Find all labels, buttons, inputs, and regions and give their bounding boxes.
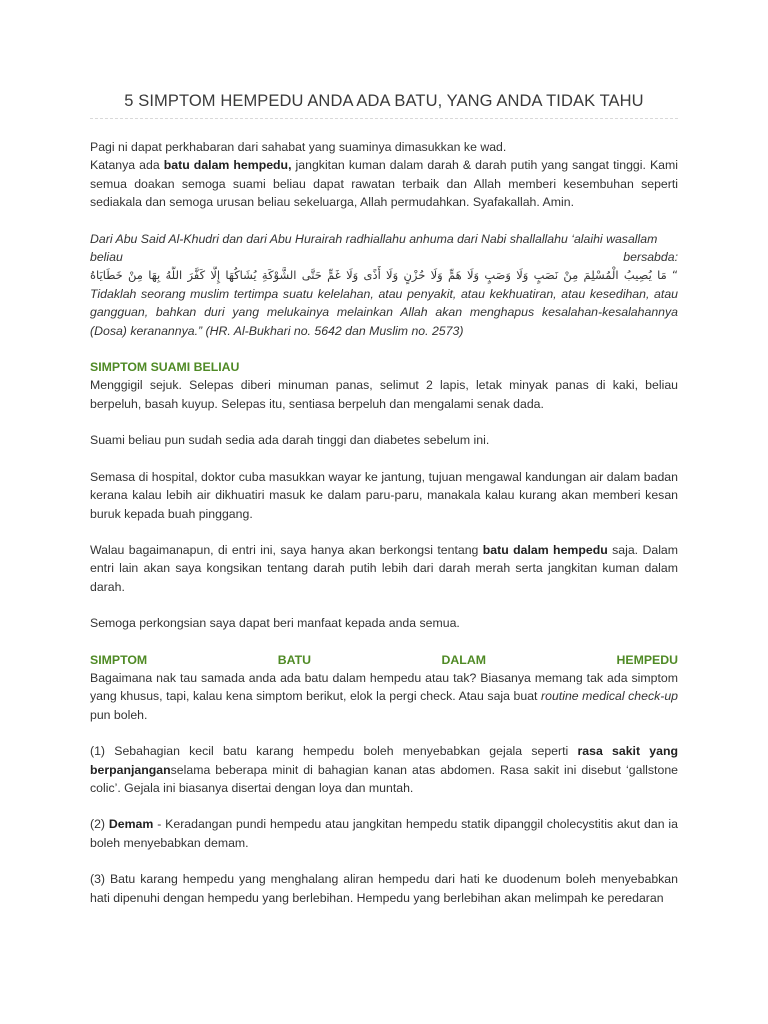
page-title: 5 SIMPTOM HEMPEDU ANDA ADA BATU, YANG ANDA TIDAK TAHU xyxy=(124,92,644,110)
item2-bold-text: Demam xyxy=(108,817,154,832)
item1-bold-text: rasa sakit yang berpanjangan xyxy=(90,744,678,777)
article-body xyxy=(90,138,678,907)
hospital-paragraph: Semasa di hospital, doktor cuba masukkan wayar ke jantung, tujuan mengawal kandungan air dalam badan kerana kalau lebih air dikhuatiri masuk ke dalam paru-paru, manakala kalau kurang akan memberi kesan buruk kepada buah pinggang. xyxy=(90,469,678,521)
intro-line: Pagi ni dapat perkhabaran dari sahabat yang suaminya dimasukkan ke wad. xyxy=(90,140,507,154)
hadith-beliau: beliau xyxy=(90,250,123,265)
symptom-item-3: (3) Batu karang hempedu yang menghalang aliran hempedu dari hati ke duodenum boleh menyebabkan hati dipenuhi dengan hempedu yang berlebihan. Hempedu yang berlebihan akan melimpah ke peredaran xyxy=(90,872,678,905)
item1-text-end: selama beberapa minit di bahagian kanan atas abdomen. Rasa sakit ini disebut ‘gallstone colic’. Gejala ini biasanya disertai dengan loya dan muntah. xyxy=(90,762,678,795)
symptoms-paragraph: Menggigil sejuk. Selepas diberi minuman panas, selimut 2 lapis, letak minyak panas di kaki, beliau berpeluh, basah kuyup. Selepas itu, sentiasa berpeluh dan mengalami senak dada. xyxy=(90,378,678,411)
item2-text-end: - Keradangan pundi hempedu atau jangkitan hempedu statik dipanggil cholecystitis akut dan ia boleh menyebabkan demam. xyxy=(90,817,678,850)
item1-text-start: (1) Sebahagian kecil batu karang hempedu boleh menyebabkan gejala seperti xyxy=(90,744,578,759)
hadith-speaker-line xyxy=(90,248,678,266)
item2-number: (2) xyxy=(90,817,109,832)
hadith-translation: Tidaklah seorang muslim tertimpa suatu kelelahan, atau penyakit, atau kekhuatiran, atau kesedihan, atau gangguan, bahkan duri yang melukainya melainkan Allah akan menghapus kesalahan-kesalahannya (Dosa) keranannya.” (HR. Al-Bukhari no. 5642 dan Muslim no. 2573) xyxy=(90,286,678,338)
symptom-item-1 xyxy=(90,742,678,797)
hadith-intro: Dari Abu Said Al-Khudri dan dari Abu Hurairah radhiallahu anhuma dari Nabi shallallahu ‘alaihi wasallam xyxy=(90,231,658,246)
history-paragraph: Suami beliau pun sudah sedia ada darah tinggi dan diabetes sebelum ini. xyxy=(90,433,490,448)
hadith-bersabda: bersabda: xyxy=(623,250,678,265)
scope-paragraph xyxy=(90,541,678,596)
gallstone-intro-end: pun boleh. xyxy=(90,707,148,722)
hadith-arabic-text: “ مَا يُصِيبُ الْمُسْلِمَ مِنْ نَصَبٍ وَلَا وَصَبٍ وَلَا هَمٍّ وَلَا حُزْنٍ وَلَا أَذًى وَلَا غَمٍّ حَتَّى الشَّوْكَةِ يُشَاكُهَا إِلَّا كَفَّرَ اللَّهُ بِهَا مِنْ خَطَايَاهُ xyxy=(90,268,678,283)
heading-word: DALAM xyxy=(441,652,486,667)
intro-text-start: Katanya ada xyxy=(90,158,164,173)
intro-text-end: jangkitan kuman dalam darah & darah putih yang sangat tinggi. Kami semua doakan semoga suami beliau dapat rawatan terbaik dan Allah memberi kesembuhan seperti sediakala dan semoga urusan beliau sekeluarga, Allah permudahkan. Syafakallah. Amin. xyxy=(90,158,679,210)
symptom-item-2 xyxy=(90,815,678,852)
title-divider xyxy=(90,118,678,119)
section-heading-husband-symptoms: SIMPTOM SUAMI BELIAU xyxy=(90,360,240,375)
closing-paragraph: Semoga perkongsian saya dapat beri manfaat kepada anda semua. xyxy=(90,616,460,631)
heading-word: BATU xyxy=(277,652,311,667)
gallstone-intro-paragraph xyxy=(90,669,678,724)
heading-word: SIMPTOM xyxy=(90,652,148,667)
gallstone-intro-text: Bagaimana nak tau samada anda ada batu dalam hempedu atau tak? Biasanya memang tak ada simptom yang khusus, tapi, kalau kena simptom berikut, elok la pergi check. Atau saja buat xyxy=(90,670,678,704)
scope-text-end: saja. Dalam entri lain akan saya kongsikan tentang darah putih lebih dari darah merah serta jangkitan kuman dalam darah. xyxy=(90,542,679,594)
intro-bold-text: batu dalam hempedu, xyxy=(163,158,292,173)
scope-bold-text: batu dalam hempedu xyxy=(482,542,608,557)
heading-word: HEMPEDU xyxy=(616,652,679,667)
intro-paragraph xyxy=(90,156,678,211)
gallstone-intro-italic: routine medical check-up xyxy=(541,689,679,704)
scope-text-start: Walau bagaimanapun, di entri ini, saya hanya akan berkongsi tentang xyxy=(90,542,483,557)
section-heading-gallstone-symptoms xyxy=(90,651,678,669)
